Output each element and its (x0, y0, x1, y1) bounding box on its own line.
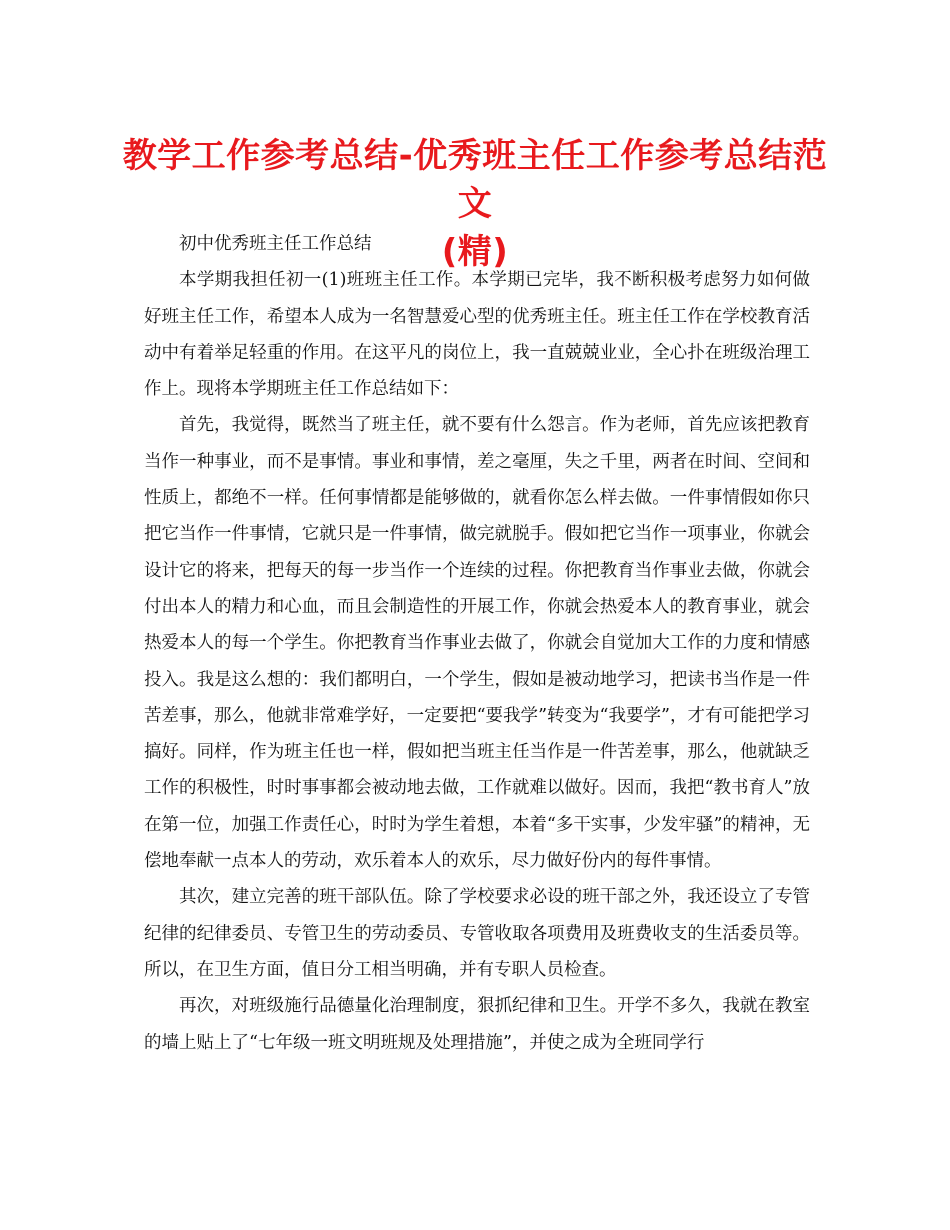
paragraph-second: 其次，建立完善的班干部队伍。除了学校要求必设的班干部之外，我还设立了专管纪律的纪律委员、专管卫生的劳动委员、专管收取各项费用及班费收支的生活委员等。所以，在卫生方面，值日分工相当明确，并有专职人员检查。 (144, 887, 810, 980)
paragraph-intro: 本学期我担任初一(1)班班主任工作。本学期已完毕，我不断积极考虑努力如何做好班主任工作，希望本人成为一名智慧爱心型的优秀班主任。班主任工作在学校教育活动中有着举足轻重的作用。在这平凡的岗位上，我一直兢兢业业，全心扑在班级治理工作上。现将本学期班主任工作总结如下： (144, 270, 810, 400)
section-subtitle: 初中优秀班主任工作总结 (179, 234, 372, 254)
title-line-2: (精) (441, 232, 509, 272)
paragraph-first: 首先，我觉得，既然当了班主任，就不要有什么怨言。作为老师，首先应该把教育当作一种事业，而不是事情。事业和事情，差之毫厘，失之千里，两者在时间、空间和性质上，都绝不一样。任何事情都是能够做的，就看你怎么样去做。一件事情假如你只把它当作一件事情，它就只是一件事情，做完就脱手。假如把它当作一项事业，你就会设计它的将来，把每天的每一步当作一个连续的过程。你把教育当作事业去做，你就会付出本人的精力和心血，而且会制造性的开展工作，你就会热爱本人的教育事业，就会热爱本人的每一个学生。你把教育当作事业去做了，你就会自觉加大工作的力度和情感投入。我是这么想的：我们都明白，一个学生，假如是被动地学习，把读书当作是一件苦差事，那么，他就非常难学好，一定要把“要我学”转变为“我要学”，才有可能把学习搞好。同样，作为班主任也一样，假如把当班主任当作是一件苦差事，那么，他就缺乏工作的积极性，时时事事都会被动地去做，工作就难以做好。因而，我把“教书育人”放在第一位，加强工作责任心，时时为学生着想，本着“多干实事，少发牢骚”的精神，无偿地奉献一点本人的劳动，欢乐着本人的欢乐，尽力做好份内的每件事情。 (144, 415, 810, 872)
title-line-1: 教学工作参考总结-优秀班主任工作参考总结范文 (122, 136, 828, 224)
paragraph-third: 再次，对班级施行品德量化治理制度，狠抓纪律和卫生。开学不多久，我就在教室的墙上贴上了“七年级一班文明班规及处理措施”，并使之成为全班同学行 (144, 996, 810, 1053)
document-body (144, 226, 810, 1061)
